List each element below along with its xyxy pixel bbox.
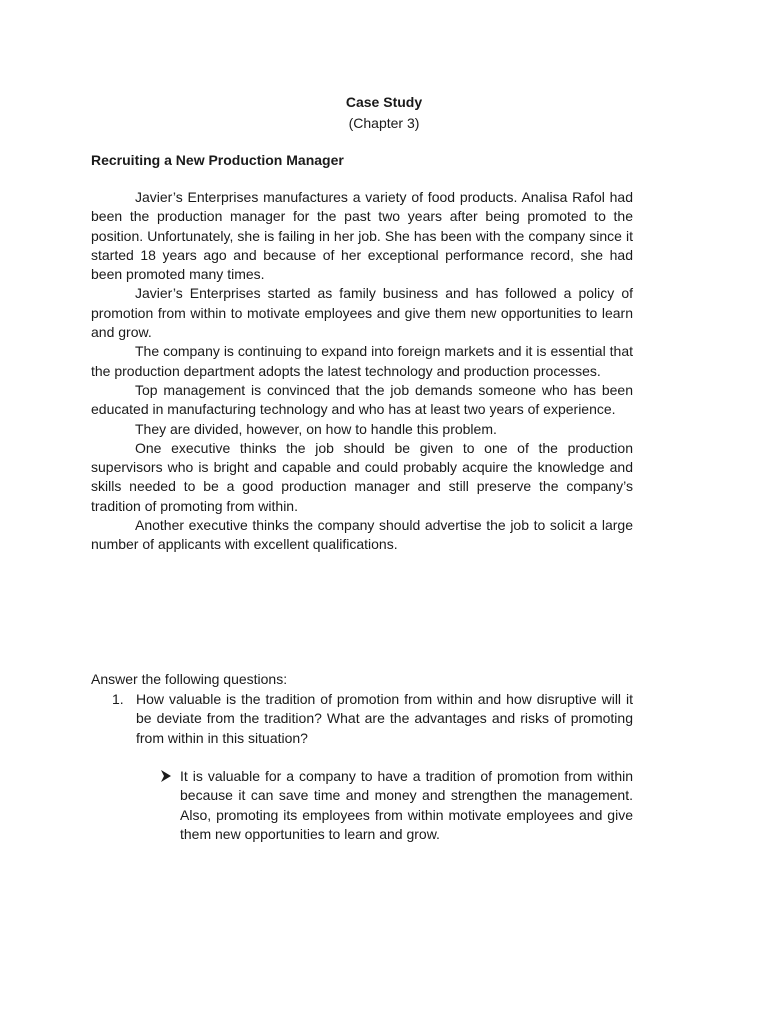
paragraph: The company is continuing to expand into foreign markets and it is essential that the production department adopts the latest technology and production processes. bbox=[91, 343, 633, 379]
answer-item bbox=[91, 767, 633, 844]
question-text: How valuable is the tradition of promotion from within and how disruptive will it be deviate from the tradition? What are the advantages and risks of promoting from within in this situation? bbox=[136, 691, 633, 746]
paragraph: Javier’s Enterprises started as family business and has followed a policy of promotion from within to motivate employees and give them new opportunities to learn and grow. bbox=[91, 285, 633, 341]
document-subtitle: (Chapter 3) bbox=[348, 115, 420, 131]
paragraph: One executive thinks the job should be given to one of the production supervisors who is bright and capable and could probably acquire the knowledge and skills needed to be a good production manager and still preserve the company’s tradition of promoting from within. bbox=[91, 439, 633, 514]
case-body bbox=[91, 188, 633, 555]
answer-text: It is valuable for a company to have a tradition of promotion from within because it can save time and money and strengthen the management. Also, promoting its employees from within motivate employees and give them new opportunities to learn and grow. bbox=[180, 768, 633, 842]
question-item bbox=[91, 690, 633, 748]
paragraph: Another executive thinks the company should advertise the job to solicit a large number of applicants with excellent qualifications. bbox=[91, 517, 633, 553]
paragraph: They are divided, however, on how to handle this problem. bbox=[135, 420, 497, 437]
document-title: Case Study bbox=[345, 94, 423, 110]
questions-intro: Answer the following questions: bbox=[91, 671, 288, 687]
paragraph: Javier’s Enterprises manufactures a variety of food products. Analisa Rafol had been the production manager for the past two years after being promoted to the position. Unfortunately, she is failing in her job. She has been with the company since it started 18 years ago and because of her exceptional performance record, she had been promoted many times. bbox=[91, 189, 633, 283]
case-heading: Recruiting a New Production Manager bbox=[91, 152, 344, 168]
arrow-bullet-icon bbox=[160, 769, 172, 783]
paragraph: Top management is convinced that the job demands someone who has been educated in manufacturing technology and who has at least two years of experience. bbox=[91, 381, 633, 418]
question-number: 1. bbox=[112, 691, 124, 707]
